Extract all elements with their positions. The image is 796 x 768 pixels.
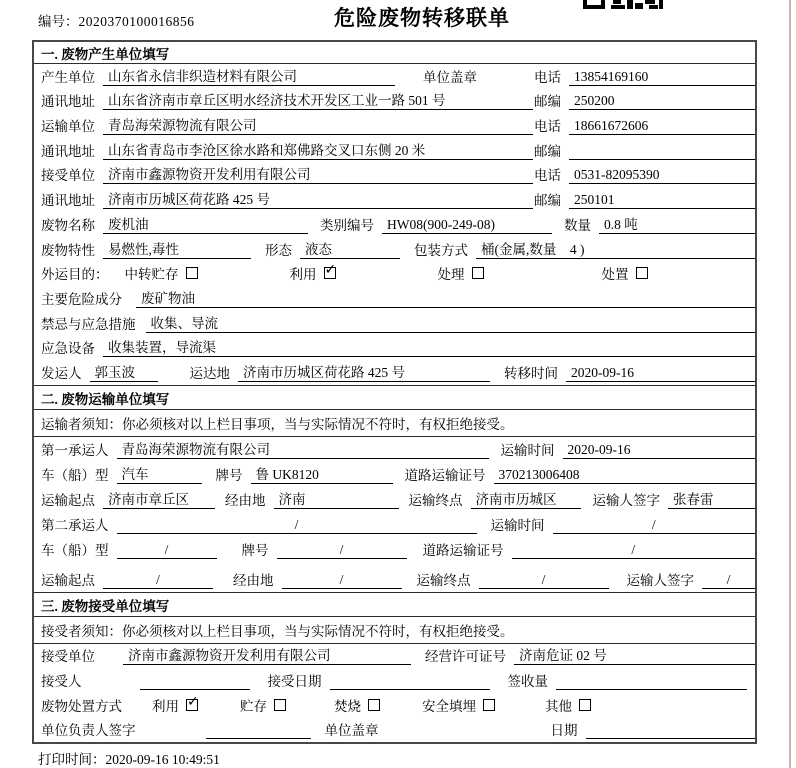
transfer-time-label: 转移时间 bbox=[504, 365, 558, 381]
print-time-value: 2020-09-16 10:49:51 bbox=[105, 752, 220, 767]
packing-value: 桶(金属,数量 4 ) bbox=[476, 238, 755, 259]
transporter-label: 运输单位 bbox=[41, 119, 95, 135]
qty-label: 数量 bbox=[564, 217, 591, 233]
via2-label: 经由地 bbox=[233, 573, 274, 588]
section3-rows bbox=[34, 644, 755, 742]
row-emergency-equipment bbox=[34, 336, 755, 361]
section1-rows bbox=[34, 64, 755, 385]
vehicle2-label: 车（船）型 bbox=[41, 543, 109, 558]
transporter-value: 青岛海荣源物流有限公司 bbox=[103, 114, 533, 135]
disposal-option-landfill: 安全填埋 bbox=[422, 695, 495, 715]
sign2-value: / bbox=[702, 572, 755, 589]
row-transporter bbox=[34, 113, 755, 138]
carrier1-label: 第一承运人 bbox=[41, 443, 109, 458]
origin2-label: 运输起点 bbox=[41, 573, 95, 588]
checkbox-disposal-storage bbox=[274, 699, 286, 711]
end1-value: 济南市历城区 bbox=[471, 488, 581, 509]
zip2-value bbox=[569, 144, 755, 160]
zip3-label: 邮编 bbox=[534, 193, 561, 209]
row-transfer-purpose bbox=[34, 262, 755, 287]
checkbox-utilize bbox=[324, 267, 336, 279]
print-time-label: 打印时间： bbox=[38, 752, 106, 767]
producer-value: 山东省永信非织造材料有限公司 bbox=[103, 65, 395, 86]
checkbox-dispose bbox=[636, 267, 648, 279]
checkbox-disposal-utilize bbox=[186, 699, 198, 711]
purpose-option-treat: 处理 bbox=[438, 263, 484, 283]
vehicle1-label: 车（船）型 bbox=[41, 468, 109, 483]
row-receiver-address bbox=[34, 187, 755, 212]
permit-value: 济南危证 02 号 bbox=[514, 644, 755, 665]
seal-label: 单位盖章 bbox=[423, 69, 477, 85]
addr1-value: 山东省济南市章丘区明水经济技术开发区工业一路 501 号 bbox=[103, 89, 533, 110]
origin2-value: / bbox=[103, 572, 213, 589]
hazard-label: 主要危险成分 bbox=[41, 291, 122, 307]
checkbox-disposal-incinerate bbox=[368, 699, 380, 711]
unit-seal-label: 单位盖章 bbox=[324, 723, 379, 738]
purpose-option-transfer-storage: 中转贮存 bbox=[125, 263, 198, 283]
phone1-value: 13854169160 bbox=[569, 69, 755, 86]
plate2-label: 牌号 bbox=[241, 543, 269, 558]
serial-number-line bbox=[38, 10, 195, 30]
zip1-label: 邮编 bbox=[534, 94, 561, 110]
qty-value: 0.8 吨 bbox=[599, 213, 755, 234]
addr3-value: 济南市历城区荷花路 425 号 bbox=[103, 188, 533, 209]
receipt-qty-value bbox=[556, 674, 747, 690]
qr-code-icon bbox=[583, 0, 663, 10]
section2-header: 二. 废物运输单位填写 bbox=[34, 385, 755, 410]
zip1-value: 250200 bbox=[569, 93, 755, 110]
plate1-label: 牌号 bbox=[215, 468, 243, 483]
row-route2 bbox=[34, 562, 755, 592]
accept-unit-label: 接受单位 bbox=[41, 649, 95, 664]
phone3-value: 0531-82095390 bbox=[569, 167, 755, 184]
disposal-option-storage: 贮存 bbox=[240, 695, 286, 715]
checkbox-disposal-landfill bbox=[483, 699, 495, 711]
disposal-option-other: 其他 bbox=[545, 695, 591, 715]
checkbox-treat bbox=[472, 267, 484, 279]
receiver-label: 接受单位 bbox=[41, 168, 95, 184]
row-accept-unit bbox=[34, 644, 755, 668]
row-route1 bbox=[34, 487, 755, 512]
category-label: 类别编号 bbox=[320, 217, 374, 233]
receiver-value: 济南市鑫源物资开发利用有限公司 bbox=[103, 163, 533, 184]
accept-unit-value: 济南市鑫源物资开发利用有限公司 bbox=[123, 644, 411, 665]
carrier2-label: 第二承运人 bbox=[41, 518, 109, 533]
section3-notice: 接受者须知：你必须核对以上栏目事项，当与实际情况不符时，有权拒绝接受。 bbox=[34, 617, 755, 644]
row-waste-name bbox=[34, 212, 755, 237]
carrier2-value: / bbox=[117, 517, 477, 534]
license1-label: 道路运输证号 bbox=[404, 468, 486, 483]
time2-label: 运输时间 bbox=[490, 518, 545, 533]
purpose-option-utilize: 利用 ✓ bbox=[290, 263, 336, 283]
time1-label: 运输时间 bbox=[500, 443, 555, 458]
zip2-label: 邮编 bbox=[534, 143, 561, 159]
phone2-value: 18661672606 bbox=[569, 118, 755, 135]
phone1-label: 电话 bbox=[534, 69, 561, 85]
row-manager-sign bbox=[34, 718, 755, 742]
purpose-label: 外运目的： bbox=[41, 267, 109, 283]
sign1-label: 运输人签字 bbox=[592, 493, 660, 508]
row-transporter-address bbox=[34, 138, 755, 163]
equipment-value: 收集装置，导流渠 bbox=[103, 336, 755, 357]
row-producer bbox=[34, 64, 755, 89]
row-shipper bbox=[34, 360, 755, 385]
row-taboo-measures bbox=[34, 311, 755, 336]
end1-label: 运输终点 bbox=[408, 493, 463, 508]
equipment-label: 应急设备 bbox=[41, 341, 95, 357]
section2-rows bbox=[34, 437, 755, 592]
manager-sign-label: 单位负责人签字 bbox=[41, 723, 136, 738]
disposal-label: 废物处置方式 bbox=[41, 699, 122, 714]
row-receiver bbox=[34, 163, 755, 188]
category-value: HW08(900-249-08) bbox=[382, 217, 552, 234]
transfer-time-value: 2020-09-16 bbox=[566, 365, 755, 382]
row-producer-address bbox=[34, 89, 755, 114]
addr1-label: 通讯地址 bbox=[41, 94, 95, 110]
section3-header: 三. 废物接受单位填写 bbox=[34, 592, 755, 617]
row-vehicle1 bbox=[34, 462, 755, 487]
checkbox-disposal-other bbox=[579, 699, 591, 711]
plate1-value: 鲁 UK8120 bbox=[251, 463, 393, 484]
section2-notice: 运输者须知：你必须核对以上栏目事项，当与实际情况不符时，有权拒绝接受。 bbox=[34, 410, 755, 437]
receipt-qty-label: 签收量 bbox=[507, 674, 548, 689]
serial-label: 编号： bbox=[38, 14, 79, 29]
row-disposal-method bbox=[34, 693, 755, 718]
date-label: 日期 bbox=[550, 723, 578, 738]
page-edge-divider bbox=[789, 0, 791, 768]
addr2-value: 山东省青岛市李沧区徐水路和郑佛路交叉口东侧 20 米 bbox=[103, 139, 533, 160]
acceptor-value bbox=[140, 674, 250, 690]
row-carrier1 bbox=[34, 437, 755, 462]
dest-label: 运达地 bbox=[189, 365, 230, 381]
vehicle2-value: / bbox=[117, 542, 217, 559]
time2-value: / bbox=[553, 517, 756, 534]
character-label: 废物特性 bbox=[41, 242, 95, 258]
form-value: 液态 bbox=[300, 238, 400, 259]
dest-value: 济南市历城区荷花路 425 号 bbox=[238, 361, 490, 382]
sign2-label: 运输人签字 bbox=[626, 573, 694, 588]
section1-header: 一. 废物产生单位填写 bbox=[34, 42, 755, 64]
permit-label: 经营许可证号 bbox=[425, 649, 506, 664]
end2-value: / bbox=[479, 572, 609, 589]
via1-value: 济南 bbox=[274, 488, 399, 509]
addr3-label: 通讯地址 bbox=[41, 193, 95, 209]
origin1-label: 运输起点 bbox=[41, 493, 95, 508]
end2-label: 运输终点 bbox=[416, 573, 471, 588]
addr2-label: 通讯地址 bbox=[41, 143, 95, 159]
time1-value: 2020-09-16 bbox=[563, 442, 756, 459]
page-title: 危险废物转移联单 bbox=[334, 6, 510, 30]
accept-date-value bbox=[330, 674, 490, 690]
license2-label: 道路运输证号 bbox=[422, 543, 504, 558]
packing-label: 包装方式 bbox=[414, 242, 468, 258]
license1-value: 370213006408 bbox=[494, 467, 756, 484]
row-main-hazard bbox=[34, 286, 755, 311]
row-vehicle2 bbox=[34, 537, 755, 562]
waste-name-value: 废机油 bbox=[103, 213, 308, 234]
acceptor-label: 接受人 bbox=[41, 674, 82, 689]
manifest-form bbox=[32, 40, 757, 744]
zip3-value: 250101 bbox=[569, 192, 755, 209]
taboo-value: 收集、导流 bbox=[146, 312, 756, 333]
row-carrier2 bbox=[34, 512, 755, 537]
waste-name-label: 废物名称 bbox=[41, 217, 95, 233]
purpose-option-dispose: 处置 bbox=[602, 263, 648, 283]
hazard-value: 废矿物油 bbox=[136, 287, 755, 308]
manager-sign-value bbox=[206, 723, 311, 739]
origin1-value: 济南市章丘区 bbox=[103, 488, 215, 509]
phone3-label: 电话 bbox=[534, 168, 561, 184]
character-value: 易燃性,毒性 bbox=[103, 238, 251, 259]
row-waste-character bbox=[34, 237, 755, 262]
row-acceptor bbox=[34, 668, 755, 693]
carrier1-value: 青岛海荣源物流有限公司 bbox=[117, 438, 489, 459]
taboo-label: 禁忌与应急措施 bbox=[41, 316, 136, 332]
disposal-option-incinerate: 焚烧 bbox=[334, 695, 380, 715]
shipper-label: 发运人 bbox=[41, 365, 82, 381]
form-label: 形态 bbox=[265, 242, 292, 258]
via1-label: 经由地 bbox=[225, 493, 266, 508]
date-value bbox=[586, 723, 756, 739]
phone2-label: 电话 bbox=[534, 119, 561, 135]
sign1-value: 张春雷 bbox=[668, 488, 755, 509]
vehicle1-value: 汽车 bbox=[117, 463, 202, 484]
license2-value: / bbox=[512, 542, 756, 559]
plate2-value: / bbox=[277, 542, 407, 559]
via2-value: / bbox=[282, 572, 402, 589]
accept-date-label: 接受日期 bbox=[267, 674, 322, 689]
print-time-line bbox=[38, 748, 220, 768]
producer-label: 产生单位 bbox=[41, 69, 95, 85]
serial-number: 2020370100016856 bbox=[78, 14, 195, 29]
disposal-option-utilize: 利用 ✓ bbox=[152, 695, 198, 715]
checkbox-transfer-storage bbox=[186, 267, 198, 279]
shipper-value: 郭玉波 bbox=[90, 361, 158, 382]
